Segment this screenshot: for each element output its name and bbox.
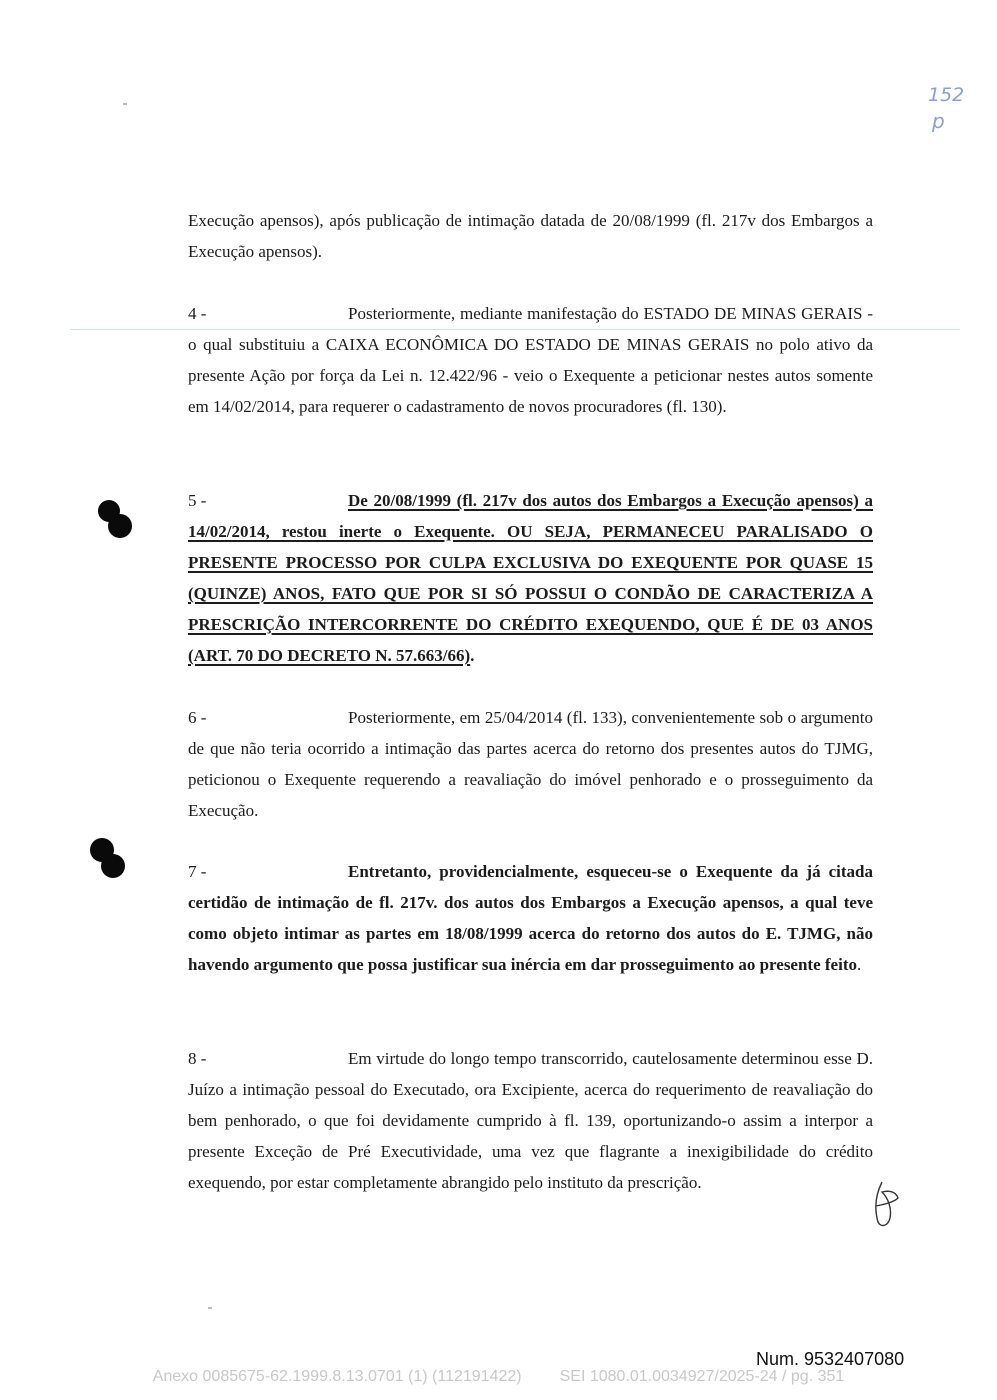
paragraph-text: Em virtude do longo tempo transcorrido, cautelosamente determinou esse D. Juízo a intimação pessoal do Executado, ora Excipiente, acerca do requerimento de reavaliação do bem penhorado, o que foi devidamente cumprido à fl. 139, oportunizando-o assim a interpor a presente Exceção de Pré Executividade, uma vez que flagrante a inexigibilidade do crédito exequendo, por estar completamente abrangido pelo instituto da prescrição.	[188, 1049, 873, 1192]
paragraph-7	[188, 856, 873, 980]
paragraph-text-bold: Entretanto, providencialmente, esqueceu-se o Exequente da já citada certidão de intimação de fl. 217v. dos autos dos Embargos a Execução apensos, a qual teve como objeto intimar as partes em 18/08/1999 acerca do retorno dos autos do E. TJMG, não havendo argumento que possa justificar sua inércia em dar prosseguimento ao presente feito	[188, 862, 873, 974]
paragraph-6	[188, 702, 873, 826]
footer-stamp	[0, 1368, 997, 1386]
paragraph-5	[188, 485, 873, 671]
paragraph-text: Execução apensos), após publicação de intimação datada de 20/08/1999 (fl. 217v dos Embargos a Execução apensos).	[188, 211, 873, 261]
scan-speck	[208, 1307, 212, 1309]
paragraph-number: 7 -	[188, 862, 207, 881]
paragraph-text: Posteriormente, em 25/04/2014 (fl. 133), convenientemente sob o argumento de que não teria ocorrido a intimação das partes acerca do retorno dos presentes autos do TJMG, peticionou o Exequente requerendo a reavaliação do imóvel penhorado e o prosseguimento da Execução.	[188, 708, 873, 820]
paragraph-number: 4 -	[188, 304, 207, 323]
paragraph-end: .	[470, 646, 475, 665]
handwritten-initial: p	[932, 109, 945, 133]
paragraph-8	[188, 1043, 873, 1198]
handwritten-rubric-signature	[868, 1178, 904, 1230]
paragraph-end: .	[856, 955, 862, 974]
document-number: Num. 9532407080	[756, 1349, 905, 1369]
scan-speck	[123, 103, 127, 105]
paragraph-number: 8 -	[188, 1049, 207, 1068]
paragraph-4	[188, 298, 873, 422]
paragraph-number: 5 -	[188, 491, 207, 510]
paragraph-number: 6 -	[188, 708, 207, 727]
footer-sei-reference: SEI 1080.01.0034927/2025-24 / pg. 351	[559, 1368, 845, 1385]
paragraph-text-emphasis: De 20/08/1999 (fl. 217v dos autos dos Embargos a Execução apensos) a 14/02/2014, restou inerte o Exequente. OU SEJA, PERMANECEU PARALISADO O PRESENTE PROCESSO POR CULPA EXCLUSIVA DO EXEQUENTE POR QUASE 15 (QUINZE) ANOS, FATO QUE POR SI SÓ POSSUI O CONDÃO DE CARACTERIZA A PRESCRIÇÃO INTERCORRENTE DO CRÉDITO EXEQUENDO, QUE É DE 03 ANOS (ART. 70 DO DECRETO N. 57.663/66)	[188, 491, 873, 665]
handwritten-folio-number: 152	[928, 84, 965, 106]
footer-annex: Anexo 0085675-62.1999.8.13.0701 (1) (112191422)	[152, 1368, 522, 1385]
paragraph-text: Posteriormente, mediante manifestação do ESTADO DE MINAS GERAIS - o qual substituiu a CAIXA ECONÔMICA DO ESTADO DE MINAS GERAIS no polo ativo da presente Ação por força da Lei n. 12.422/96 - veio o Exequente a peticionar nestes autos somente em 14/02/2014, para requerer o cadastramento de novos procuradores (fl. 130).	[188, 304, 873, 416]
paragraph-continuation	[188, 205, 873, 267]
